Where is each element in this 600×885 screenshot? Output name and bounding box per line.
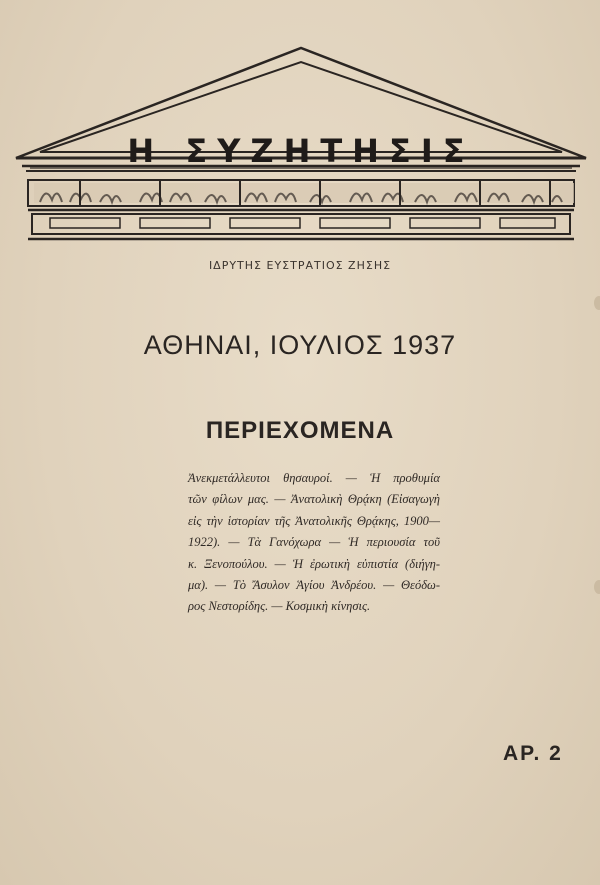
contents-heading: ΠΕΡΙΕΧΟΜΕΝΑ [205, 417, 395, 444]
punch-hole [594, 580, 600, 594]
punch-hole [594, 296, 600, 310]
contents-list [188, 468, 440, 618]
contents-line: εἰς τὴν ἱστορίαν τῆς Ἀνατολικῆς Θρᾴκης, 1900— [188, 513, 440, 528]
contents-line: 1922). — Τὰ Γανόχωρα — Ἡ περιουσία τοῦ [188, 535, 440, 550]
contents-line: Ἀνεκμετάλλευτοι θησαυροί. — Ἡ προθυμία [188, 471, 440, 485]
founder-line: ΙΔΡΥΤΗΣ ΕΥΣΤΡΑΤΙΟΣ ΖΗΣΗΣ [208, 259, 392, 272]
masthead-temple-pediment [10, 40, 592, 250]
contents-line: κ. Ξενοπούλου. — Ἡ ἐρωτικὴ εὐπιστία (διήγη- [188, 556, 440, 571]
contents-line: τῶν φίλων μας. — Ἀνατολικὴ Θρᾴκη (Εἰσαγωγὴ [188, 492, 440, 507]
dateline: ΑΘΗΝΑΙ, ΙΟΥΛΙΟΣ 1937 [143, 330, 457, 360]
masthead-title: Η ΣΥΖΗΤΗΣΙΣ [127, 132, 475, 170]
contents-line: μα). — Τὸ Ἄσυλον Ἁγίου Ἀνδρέου. — Θεόδω- [188, 578, 440, 593]
issue-number: ΑΡ. 2 [503, 742, 563, 765]
contents-line: ρος Νεστορίδης. — Κοσμικὴ κίνησις. [188, 599, 371, 614]
